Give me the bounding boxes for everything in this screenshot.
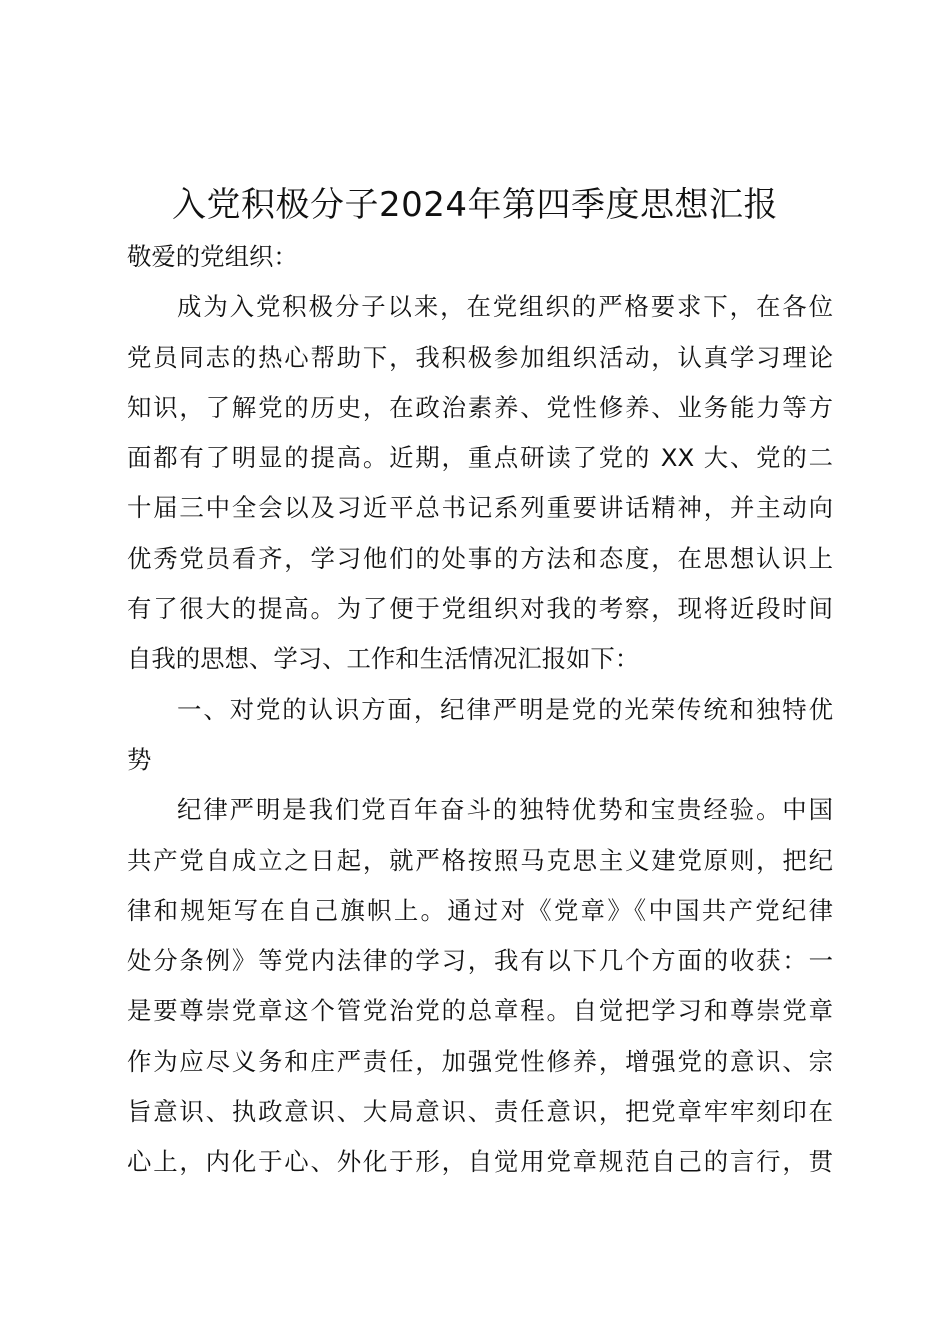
- text-line: 十届三中全会以及习近平总书记系列重要讲话精神，并主动向: [127, 493, 833, 523]
- section-heading-line: 一、对党的认识方面，纪律严明是党的光荣传统和独特优: [177, 694, 833, 724]
- section-heading-line: 势: [127, 744, 152, 774]
- text-line: 知识，了解党的历史，在政治素养、党性修养、业务能力等方: [127, 392, 833, 422]
- text-line: 旨意识、执政意识、大局意识、责任意识，把党章牢牢刻印在: [127, 1097, 833, 1127]
- document-title: 入党积极分子2024年第四季度思想汇报: [171, 185, 779, 225]
- text-line: 党员同志的热心帮助下，我积极参加组织活动，认真学习理论: [127, 342, 833, 372]
- text-line: 自我的思想、学习、工作和生活情况汇报如下：: [127, 644, 640, 674]
- text-line: 心上，内化于心、外化于形，自觉用党章规范自己的言行，贯: [127, 1147, 833, 1177]
- text-line: 律和规矩写在自己旗帜上。通过对《党章》《中国共产党纪律: [127, 895, 833, 925]
- text-line: 是要尊崇党章这个管党治党的总章程。自觉把学习和尊崇党章: [127, 996, 833, 1026]
- text-line: 优秀党员看齐，学习他们的处事的方法和态度，在思想认识上: [127, 543, 833, 573]
- salutation: 敬爱的党组织：: [127, 242, 298, 271]
- text-line: 成为入党积极分子以来，在党组织的严格要求下，在各位: [177, 292, 833, 322]
- text-line: 作为应尽义务和庄严责任，加强党性修养，增强党的意识、宗: [127, 1046, 833, 1076]
- text-line: 处分条例》等党内法律的学习，我有以下几个方面的收获：一: [127, 946, 833, 976]
- text-line: 有了很大的提高。为了便于党组织对我的考察，现将近段时间: [127, 594, 833, 624]
- document-body: [127, 232, 833, 1188]
- text-line: 纪律严明是我们党百年奋斗的独特优势和宝贵经验。中国: [177, 795, 833, 825]
- text-line: 面都有了明显的提高。近期，重点研读了党的 XX 大、党的二: [127, 443, 833, 473]
- text-line: 共产党自成立之日起，就严格按照马克思主义建党原则，把纪: [127, 845, 833, 875]
